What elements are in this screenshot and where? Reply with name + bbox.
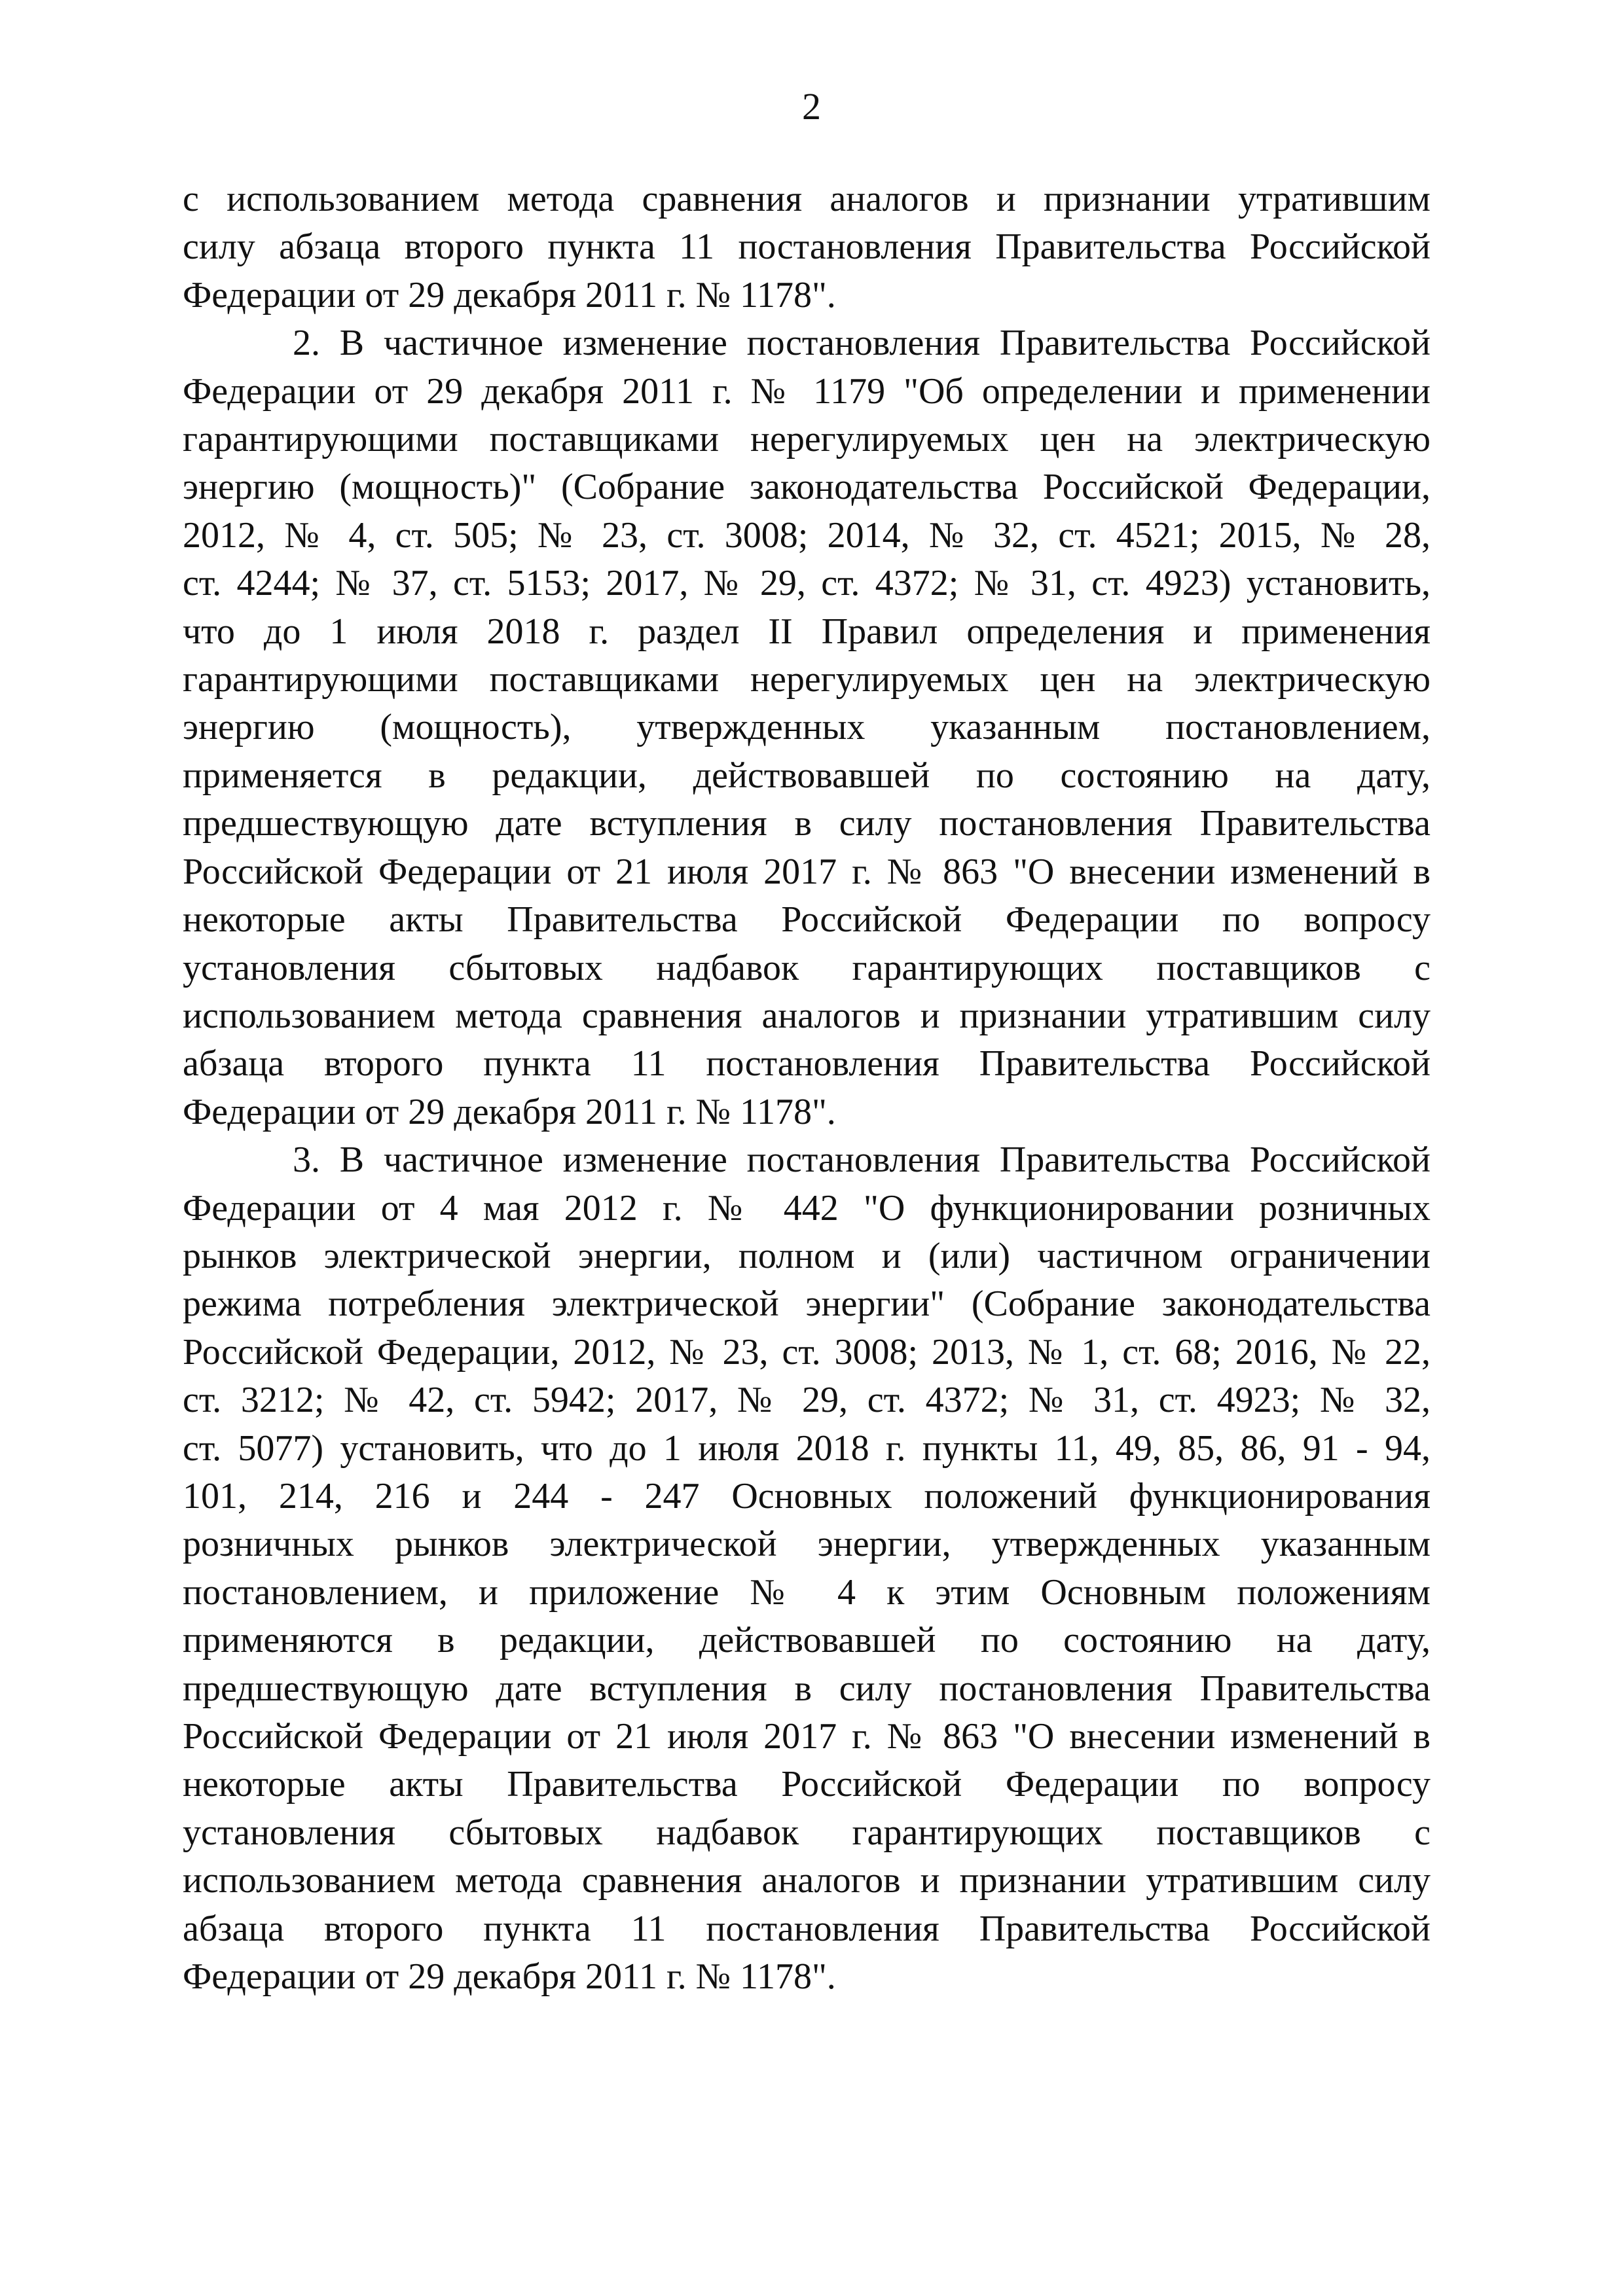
text-line: Российской Федерации от 21 июля 2017 г. № 863 "О внесении изменений в	[183, 1716, 1431, 1757]
document-body	[183, 175, 1431, 2001]
text-line: ст. 5077) установить, что до 1 июля 2018 г. пункты 11, 49, 85, 86, 91 - 94,	[183, 1427, 1431, 1469]
text-line: постановлением, и приложение № 4 к этим Основным положениям	[183, 1571, 1431, 1613]
text-line: Российской Федерации от 21 июля 2017 г. № 863 "О внесении изменений в	[183, 851, 1431, 892]
text-line: что до 1 июля 2018 г. раздел II Правил определения и применения	[183, 611, 1431, 652]
text-line: силу абзаца второго пункта 11 постановления Правительства Российской	[183, 226, 1431, 268]
text-line: розничных рынков электрической энергии, утвержденных указанным	[183, 1524, 1431, 1565]
text-line: 2012, № 4, ст. 505; № 23, ст. 3008; 2014, № 32, ст. 4521; 2015, № 28,	[183, 514, 1431, 556]
text-line: Федерации от 29 декабря 2011 г. № 1178".	[183, 274, 836, 315]
text-line: некоторые акты Правительства Российской Федерации по вопросу	[183, 1764, 1431, 1805]
text-line: некоторые акты Правительства Российской Федерации по вопросу	[183, 899, 1431, 941]
text-line: рынков электрической энергии, полном и (или) частичном ограничении	[183, 1235, 1431, 1276]
text-line: ст. 4244; № 37, ст. 5153; 2017, № 29, ст. 4372; № 31, ст. 4923) установить,	[183, 563, 1431, 604]
text-line: режима потребления электрической энергии" (Собрание законодательства	[183, 1283, 1431, 1325]
text-line: энергию (мощность), утвержденных указанным постановлением,	[183, 707, 1431, 748]
text-line: абзаца второго пункта 11 постановления Правительства Российской	[183, 1043, 1431, 1085]
text-line: использованием метода сравнения аналогов и признании утратившим силу	[183, 1860, 1431, 1901]
text-line: Федерации от 4 мая 2012 г. № 442 "О функционировании розничных	[183, 1187, 1431, 1229]
text-line: ст. 3212; № 42, ст. 5942; 2017, № 29, ст. 4372; № 31, ст. 4923; № 32,	[183, 1380, 1431, 1421]
text-line: гарантирующими поставщиками нерегулируемых цен на электрическую	[183, 419, 1431, 460]
text-line: Федерации от 29 декабря 2011 г. № 1178".	[183, 1091, 836, 1132]
text-line: установления сбытовых надбавок гарантирующих поставщиков с	[183, 1812, 1431, 1853]
text-line: установления сбытовых надбавок гарантирующих поставщиков с	[183, 947, 1431, 988]
page-number: 2	[802, 85, 821, 128]
text-line: Российской Федерации, 2012, № 23, ст. 3008; 2013, № 1, ст. 68; 2016, № 22,	[183, 1331, 1431, 1372]
text-line: 2. В частичное изменение постановления Правительства Российской	[293, 323, 1431, 364]
text-line: абзаца второго пункта 11 постановления Правительства Российской	[183, 1908, 1431, 1949]
text-line: энергию (мощность)" (Собрание законодательства Российской Федерации,	[183, 467, 1431, 508]
text-line: предшествующую дате вступления в силу постановления Правительства	[183, 803, 1431, 844]
text-line: с использованием метода сравнения аналогов и признании утратившим	[183, 179, 1431, 219]
text-line: 3. В частичное изменение постановления Правительства Российской	[293, 1139, 1431, 1181]
text-line: 101, 214, 216 и 244 - 247 Основных положений функционирования	[183, 1475, 1431, 1516]
text-line: Федерации от 29 декабря 2011 г. № 1179 "Об определении и применении	[183, 370, 1431, 412]
paragraph-item-3	[183, 1136, 1431, 2001]
text-line: использованием метода сравнения аналогов и признании утратившим силу	[183, 995, 1431, 1036]
text-line: применяется в редакции, действовавшей по состоянию на дату,	[183, 755, 1431, 796]
text-line: Федерации от 29 декабря 2011 г. № 1178".	[183, 1956, 836, 1998]
text-line: гарантирующими поставщиками нерегулируемых цен на электрическую	[183, 659, 1431, 700]
paragraph-continuation	[183, 175, 1431, 319]
paragraph-item-2	[183, 319, 1431, 1136]
text-line: применяются в редакции, действовавшей по состоянию на дату,	[183, 1620, 1431, 1661]
text-line: предшествующую дате вступления в силу постановления Правительства	[183, 1668, 1431, 1709]
